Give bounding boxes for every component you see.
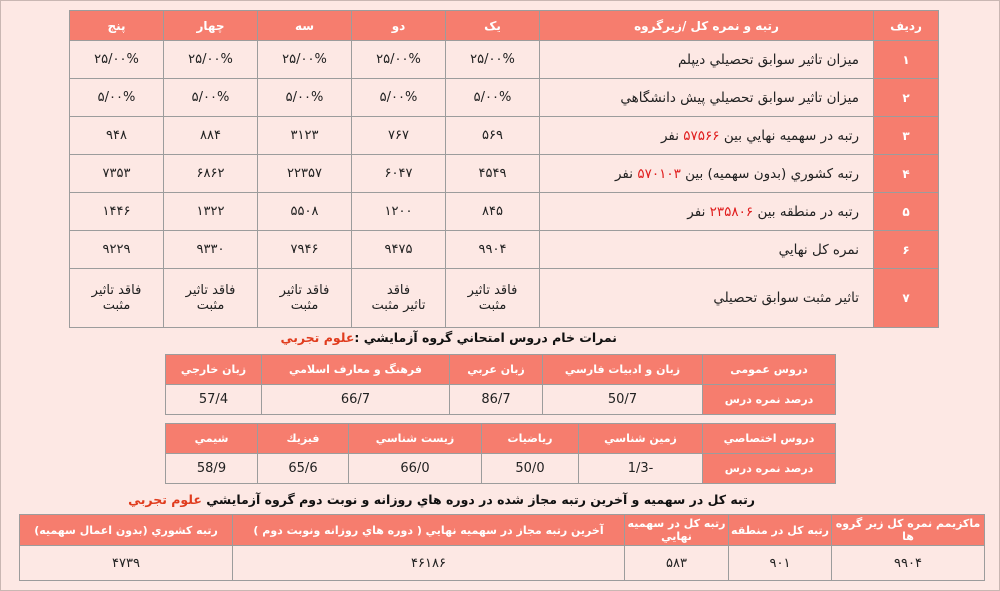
cell-g4	[164, 269, 258, 328]
row-number: ۳	[874, 117, 939, 155]
cell-g3: ۲۵/۰۰%	[258, 41, 352, 79]
subject-header: شيمي	[166, 424, 258, 454]
table-row	[166, 454, 836, 484]
subject-percent: 65/6	[258, 454, 349, 484]
cell-line-1: فاقد	[386, 283, 411, 298]
cell-g5: ۱۴۴۶	[70, 193, 164, 231]
table-row	[70, 155, 939, 193]
row-label: ميزان تاثير سوابق تحصيلي ديپلم	[540, 41, 874, 79]
subgroup-results-table	[69, 10, 939, 328]
header-row	[166, 424, 836, 454]
cell-line-2: تاثير مثبت	[371, 298, 426, 313]
table-row	[70, 41, 939, 79]
col-header-g4: چهار	[164, 11, 258, 41]
subject-percent: 66/7	[262, 385, 450, 415]
subject-percent: 58/9	[166, 454, 258, 484]
cell-g2: ۶۰۴۷	[352, 155, 446, 193]
table-row	[70, 79, 939, 117]
subject-percent: 50/7	[543, 385, 703, 415]
overall-rank-table	[19, 514, 985, 581]
general-subjects-side-header: دروس عمومی	[703, 355, 836, 385]
cell-g1	[446, 269, 540, 328]
subject-percent: 50/0	[482, 454, 579, 484]
rank-header-quota: رتبه كل در سهميه نهايي	[625, 515, 729, 546]
general-subjects-table	[165, 354, 836, 415]
cell-line-1: فاقد تاثير	[91, 283, 142, 298]
row-label-unit: نفر	[614, 165, 634, 182]
subject-header: رياضيات	[482, 424, 579, 454]
table-row	[166, 385, 836, 415]
subject-percent: 86/7	[450, 385, 543, 415]
subject-header: زبان خارجي	[166, 355, 262, 385]
rank-caption-group: علوم تجربي	[128, 492, 202, 507]
cell-g5: ۲۵/۰۰%	[70, 41, 164, 79]
table-row	[70, 269, 939, 328]
row-number: ۵	[874, 193, 939, 231]
row-label	[540, 117, 874, 155]
header-row	[20, 515, 985, 546]
cell-g2	[352, 269, 446, 328]
row-label-text: رتبه كشوري (بدون سهميه) بين	[685, 165, 859, 182]
raw-scores-caption	[281, 330, 617, 345]
cell-line-1: فاقد تاثير	[185, 283, 236, 298]
cell-g1: ۴۵۴۹	[446, 155, 540, 193]
row-label-text: رتبه در سهميه نهايي بين	[723, 127, 859, 144]
rank-header-last-allowed: آخرين رتبه مجاز در سهميه نهايي ( دوره هاي روزانه ونوبت دوم )	[233, 515, 625, 546]
rank-header-region: رتبه كل در منطقه	[729, 515, 832, 546]
cell-g1: ۸۴۵	[446, 193, 540, 231]
row-label: نمره كل نهايي	[540, 231, 874, 269]
cell-g3: ۲۲۳۵۷	[258, 155, 352, 193]
cell-line-2: مثبت	[196, 298, 225, 313]
specialized-subjects-side-header: دروس اختصاصي	[703, 424, 836, 454]
rank-max-score: ۹۹۰۴	[832, 546, 985, 581]
cell-g5: ۹۲۲۹	[70, 231, 164, 269]
rank-header-national: رتبه كشوري (بدون اعمال سهميه)	[20, 515, 233, 546]
rank-national: ۴۷۳۹	[20, 546, 233, 581]
subject-header: زبان عربي	[450, 355, 543, 385]
subject-header: زمين شناسي	[579, 424, 703, 454]
cell-g1: ۵/۰۰%	[446, 79, 540, 117]
col-header-g2: دو	[352, 11, 446, 41]
cell-line-2: مثبت	[478, 298, 507, 313]
cell-g5	[70, 269, 164, 328]
col-header-g5: پنج	[70, 11, 164, 41]
cell-g3: ۳۱۲۳	[258, 117, 352, 155]
row-label	[540, 193, 874, 231]
cell-g2: ۲۵/۰۰%	[352, 41, 446, 79]
rank-caption-text: رتبه كل در سهميه و آخرين رتبه مجاز شده در دوره هاي روزانه و نوبت دوم گروه آزمايشي	[206, 492, 755, 507]
cell-g3: ۷۹۴۶	[258, 231, 352, 269]
subject-percent: 66/0	[349, 454, 482, 484]
table-row	[20, 546, 985, 581]
table-row	[70, 231, 939, 269]
cell-g4: ۲۵/۰۰%	[164, 41, 258, 79]
general-percent-label: درصد نمره درس	[703, 385, 836, 415]
cell-line-1: فاقد تاثير	[279, 283, 330, 298]
header-row	[166, 355, 836, 385]
cell-g5: ۵/۰۰%	[70, 79, 164, 117]
col-header-g3: سه	[258, 11, 352, 41]
rank-caption	[128, 492, 755, 507]
cell-line-2: مثبت	[102, 298, 131, 313]
row-number: ۶	[874, 231, 939, 269]
cell-g1: ۲۵/۰۰%	[446, 41, 540, 79]
specialized-subjects-table	[165, 423, 836, 484]
cell-g2: ۷۶۷	[352, 117, 446, 155]
cell-g5: ۷۳۵۳	[70, 155, 164, 193]
subject-percent: 57/4	[166, 385, 262, 415]
row-number: ۱	[874, 41, 939, 79]
header-row	[70, 11, 939, 41]
cell-g4: ۵/۰۰%	[164, 79, 258, 117]
rank-last-allowed: ۴۶۱۸۶	[233, 546, 625, 581]
row-label-count: ۵۷۵۶۶	[683, 127, 720, 144]
raw-scores-caption-text: نمرات خام دروس امتحاني گروه آزمايشي :	[354, 330, 617, 345]
rank-quota: ۵۸۳	[625, 546, 729, 581]
cell-g1: ۵۶۹	[446, 117, 540, 155]
cell-line-2: مثبت	[290, 298, 319, 313]
col-header-radif: ردیف	[874, 11, 939, 41]
cell-line-1: فاقد تاثير	[467, 283, 518, 298]
cell-g3: ۵۵۰۸	[258, 193, 352, 231]
row-label-unit: نفر	[660, 127, 679, 144]
col-header-g1: یک	[446, 11, 540, 41]
subject-header: زيست شناسي	[349, 424, 482, 454]
cell-g1: ۹۹۰۴	[446, 231, 540, 269]
cell-g3: ۵/۰۰%	[258, 79, 352, 117]
col-header-group: رتبه و نمره کل /زیرگروه	[540, 11, 874, 41]
raw-scores-caption-group: علوم تجربي	[280, 330, 355, 345]
row-label-unit: نفر	[687, 203, 706, 220]
row-label	[540, 155, 874, 193]
cell-g4: ۹۳۳۰	[164, 231, 258, 269]
row-number: ۴	[874, 155, 939, 193]
cell-g4: ۸۸۴	[164, 117, 258, 155]
row-label-text: رتبه در منطقه بين	[757, 203, 859, 220]
subject-header: فرهنگ و معارف اسلامي	[262, 355, 450, 385]
row-number: ۲	[874, 79, 939, 117]
rank-region: ۹۰۱	[729, 546, 832, 581]
subject-header: زبان و ادبيات فارسي	[543, 355, 703, 385]
cell-g5: ۹۴۸	[70, 117, 164, 155]
rank-header-max-score: ماكزيمم نمره كل زير گروه ها	[832, 515, 985, 546]
cell-g2: ۵/۰۰%	[352, 79, 446, 117]
row-label: تاثير مثبت سوابق تحصيلي	[540, 269, 874, 328]
table-row	[70, 117, 939, 155]
table-row	[70, 193, 939, 231]
cell-g4: ۶۸۶۲	[164, 155, 258, 193]
row-number: ۷	[874, 269, 939, 328]
row-label-count: ۵۷۰۱۰۳	[637, 165, 681, 182]
cell-g2: ۹۴۷۵	[352, 231, 446, 269]
cell-g2: ۱۲۰۰	[352, 193, 446, 231]
subject-percent: -1/3	[579, 454, 703, 484]
row-label: ميزان تاثير سوابق تحصيلي پيش دانشگاهي	[540, 79, 874, 117]
row-label-count: ۲۳۵۸۰۶	[709, 203, 754, 220]
cell-g4: ۱۳۲۲	[164, 193, 258, 231]
cell-g3	[258, 269, 352, 328]
specialized-percent-label: درصد نمره درس	[703, 454, 836, 484]
subject-header: فيزيك	[258, 424, 349, 454]
